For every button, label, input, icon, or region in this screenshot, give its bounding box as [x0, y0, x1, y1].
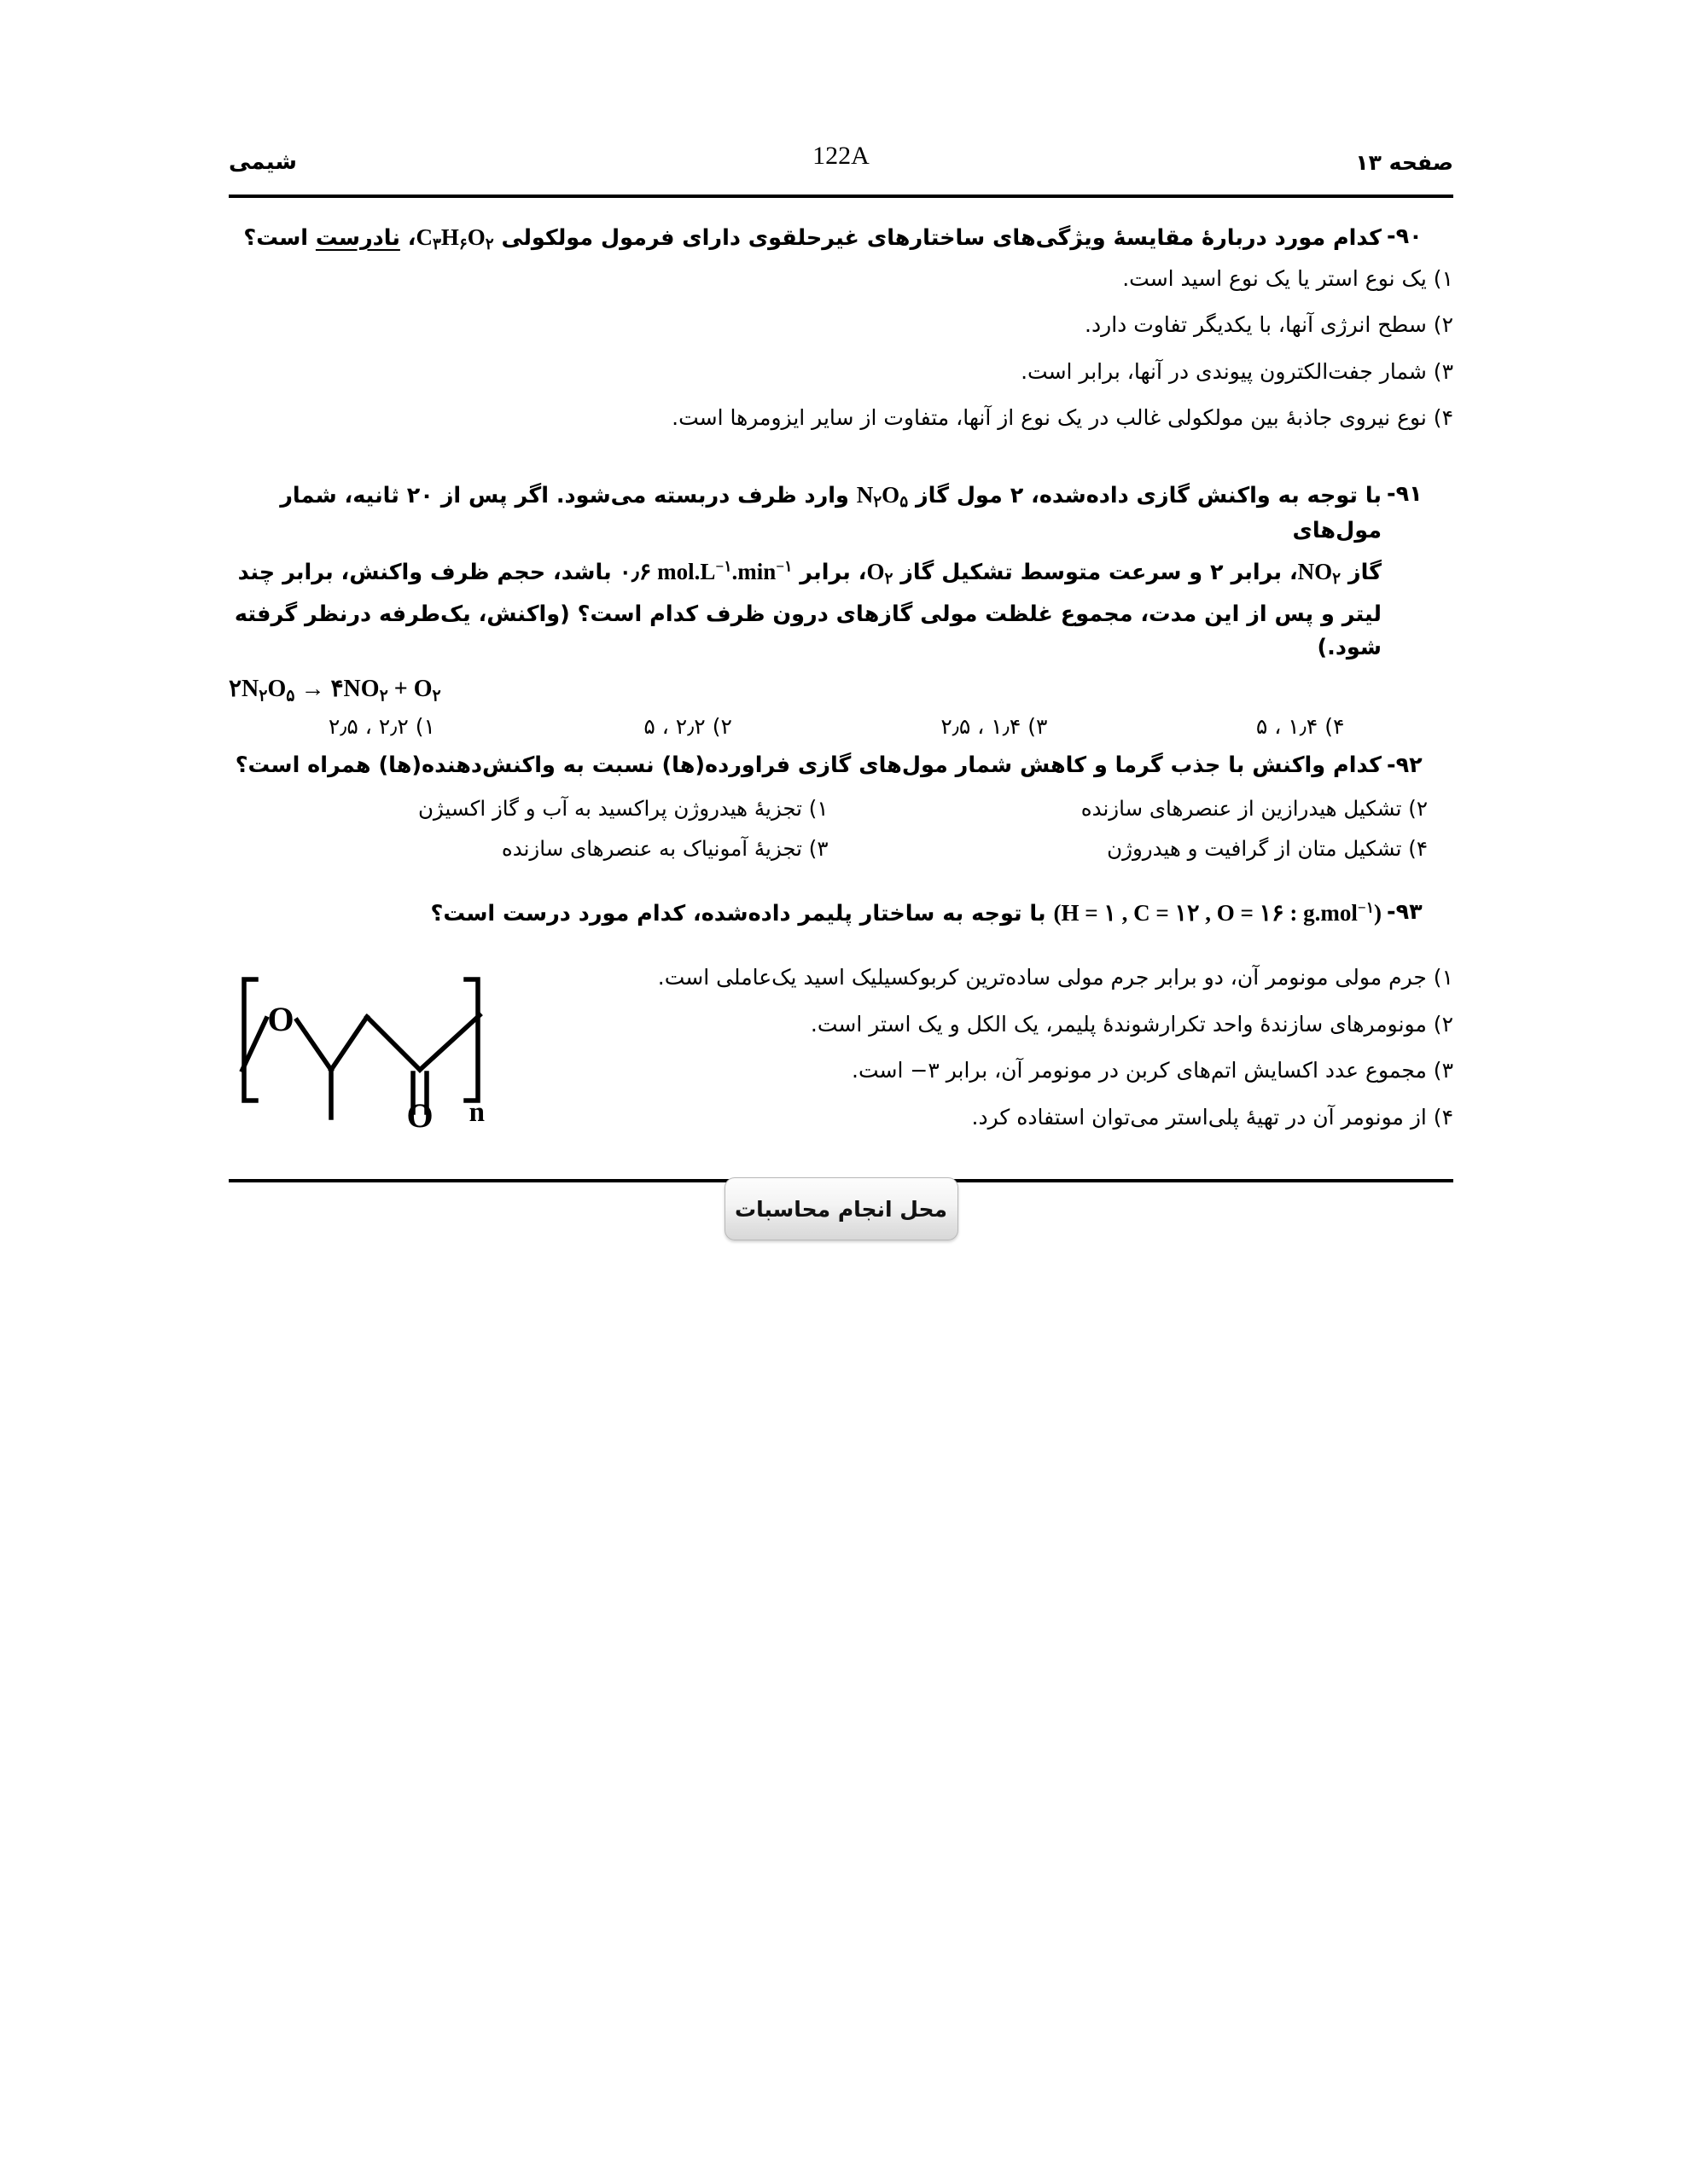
- option-92-4[interactable]: ۴) تشکیل متان از گرافیت و هیدروژن: [1107, 835, 1428, 861]
- question-91-prompt-line-2: [229, 555, 1453, 591]
- option-92-2[interactable]: ۲) تشکیل هیدرازین از عنصرهای سازنده: [1080, 795, 1428, 821]
- question-91-line2-d: باشد، حجم ظرف واکنش، برابر چند: [237, 560, 612, 586]
- question-90-formula: $C_۳H_۶O_۲$: [416, 224, 494, 253]
- option-91-1[interactable]: ۱) ۲٫۲ ، ۲٫۵: [328, 714, 435, 740]
- question-90-options: [229, 262, 1453, 436]
- question-90-prompt-before: کدام مورد دربارهٔ مقایسهٔ ویژگی‌های ساختارهای غیرحلقوی دارای فرمول مولکولی: [501, 225, 1382, 251]
- subject-title: شیمی: [229, 149, 297, 175]
- option-90-1[interactable]: ۱) یک نوع استر یا یک نوع اسید است.: [1122, 265, 1453, 291]
- question-93-prompt-a: با توجه به ساختار پلیمر داده‌شده، کدام مورد درست است؟: [430, 901, 1046, 926]
- question-91-prompt-line-3: [229, 598, 1453, 665]
- question-91-number: ۹۱-: [1387, 481, 1423, 507]
- question-93-text: [229, 896, 1382, 932]
- option-91-2[interactable]: ۲) ۲٫۲ ، ۵: [643, 714, 732, 740]
- question-92-options: [229, 792, 1453, 865]
- option-91-3[interactable]: ۳) ۱٫۴ ، ۲٫۵: [940, 714, 1048, 740]
- question-90-prompt-after-wrap: ، نادرست است؟: [243, 225, 416, 251]
- question-91-formula-n2o5: $N_۲O_۵$: [856, 482, 909, 511]
- option-91-4[interactable]: ۴) ۱٫۴ ، ۵: [1255, 714, 1345, 740]
- calculation-area-label: محل انجام محاسبات: [734, 1196, 948, 1222]
- question-91-prompt-line-1: [229, 478, 1453, 548]
- option-93-4[interactable]: ۴) از مونومر آن در تهیهٔ پلی‌استر می‌توان استفاده کرد.: [971, 1104, 1453, 1130]
- question-93-number: ۹۳-: [1387, 899, 1423, 925]
- booklet-code: 122A: [812, 142, 870, 170]
- question-91-line2-c: ، برابر: [800, 560, 867, 586]
- header-divider: [229, 195, 1453, 198]
- question-91: [229, 478, 1453, 739]
- question-91-text-3: لیتر و پس از این مدت، مجموع غلظت مولی گازهای درون ظرف کدام است؟ (واکنش، یک‌طرفه درنظر گرفته شود.): [234, 601, 1382, 661]
- option-90-3[interactable]: ۳) شمار جفت‌الکترون پیوندی در آنها، برابر است.: [1021, 358, 1453, 384]
- question-91-formula-no2: $NO_۲$: [1297, 559, 1342, 588]
- option-90-4[interactable]: ۴) نوع نیروی جاذبهٔ بین مولکولی غالب در یک نوع از آنها، متفاوت از سایر ایزومرها است.: [672, 405, 1453, 431]
- question-91-equation: $۲N_۲O_۵$ → $۴NO_۲ + O_۲$: [229, 675, 441, 706]
- page-number-label: صفحه ۱۳: [1355, 149, 1453, 175]
- option-92-3[interactable]: ۳) تجزیهٔ آمونیاک به عنصرهای سازنده: [501, 835, 829, 861]
- question-91-line2-a: گاز: [1347, 560, 1382, 586]
- question-92-options-row-2: [229, 832, 1453, 865]
- question-93: [229, 896, 1453, 932]
- question-90: [229, 220, 1453, 448]
- option-93-1[interactable]: ۱) جرم مولی مونومر آن، دو برابر جرم مولی ساده‌ترین کربوکسیلیک اسید یک‌عاملی است.: [657, 965, 1453, 990]
- calculation-area-badge: [725, 1177, 958, 1240]
- question-91-options: [229, 714, 1453, 739]
- ether-oxygen-label: O: [267, 1000, 294, 1038]
- question-90-prompt: [229, 220, 1453, 257]
- question-92-options-row-1: [229, 792, 1453, 825]
- carbonyl-oxygen-label: O: [406, 1096, 434, 1129]
- question-91-line1-a: با توجه به واکنش گازی داده‌شده، ۲ مول گاز: [915, 483, 1382, 508]
- question-91-formula-o2: $O_۲$: [866, 559, 893, 588]
- question-91-line2-b: ، برابر ۲ و سرعت متوسط تشکیل گاز: [900, 560, 1298, 586]
- option-92-1[interactable]: ۱) تجزیهٔ هیدروژن پراکسید به آب و گاز اکسیژن: [417, 795, 829, 821]
- question-91-text-1: [229, 478, 1382, 548]
- question-93-molar-masses: (H = ۱ , C = ۱۲ , O = ۱۶ : g.mol$^{-۱}$): [1053, 899, 1382, 926]
- question-91-text-2: [229, 555, 1382, 591]
- question-90-text: [229, 220, 1382, 257]
- negation-underline: نادرست: [315, 225, 400, 251]
- repeat-unit-subscript-n: n: [469, 1097, 485, 1128]
- option-90-2[interactable]: ۲) سطح انرژی آنها، با یکدیگر تفاوت دارد.: [1085, 312, 1453, 338]
- question-92: [229, 749, 1453, 872]
- page-header: [229, 136, 1453, 188]
- question-92-text: کدام واکنش با جذب گرما و کاهش شمار مول‌های گازی فراورده(ها) نسبت به واکنش‌دهنده(ها) همراه است؟: [235, 752, 1382, 778]
- question-91-rate-value: ۰٫۶ $mol.L^{-۱}.\min^{-۱}$: [619, 558, 793, 585]
- option-93-2[interactable]: ۲) مونومرهای سازندهٔ واحد تکرارشوندهٔ پلیمر، یک الکل و یک استر است.: [810, 1011, 1453, 1037]
- question-92-prompt: [229, 749, 1453, 783]
- question-93-options: [229, 961, 1453, 1147]
- question-93-prompt: [229, 896, 1453, 932]
- question-92-number: ۹۲-: [1387, 752, 1423, 778]
- question-91-line1-b: وارد ظرف دربسته می‌شود. اگر پس از ۲۰ ثانیه، شمار مول‌های: [280, 483, 1382, 543]
- option-93-3[interactable]: ۳) مجموع عدد اکسایش اتم‌های کربن در مونومر آن، برابر ۳− است.: [852, 1058, 1453, 1083]
- question-90-number: ۹۰-: [1387, 224, 1423, 249]
